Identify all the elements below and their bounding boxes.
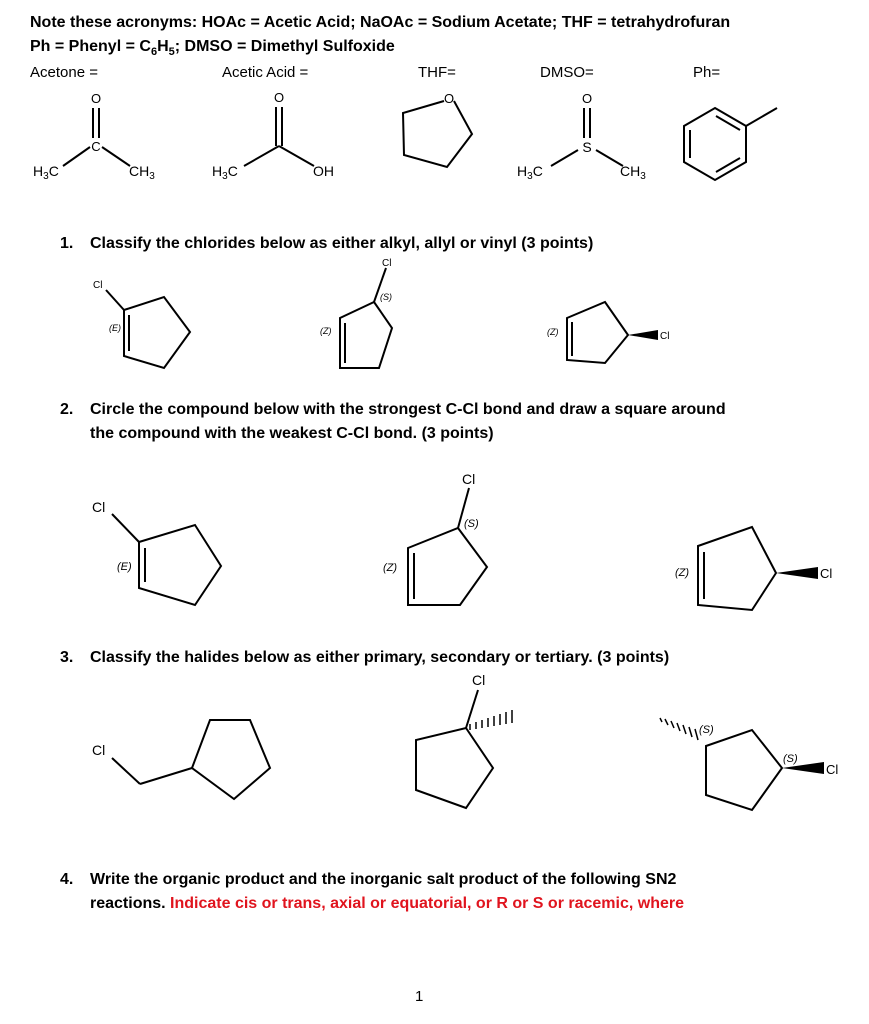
acetone-c-atom: C [91, 139, 101, 154]
acetone-ch3: $CH_3$ [129, 163, 155, 182]
q2-molecule-2 [383, 471, 487, 605]
svg-text:(Z): (Z) [383, 562, 398, 574]
q3-molecule-2 [416, 672, 512, 808]
acetone-structure [33, 91, 155, 182]
acetic-acid-structure [212, 90, 334, 182]
dmso-structure [517, 91, 646, 182]
acetone-label: Acetone = [30, 64, 98, 81]
q2-m1-cl: Cl [92, 499, 106, 515]
q1-m3-cl: Cl [660, 331, 670, 342]
q3-m3-cl: Cl [826, 762, 839, 777]
q1-m1-cl: Cl [93, 280, 103, 291]
q1-m2-cl: Cl [382, 258, 392, 269]
question-2: 2. Circle the compound below with the strongest C-Cl bond and draw a square around the compound with the weakest C-Cl bond. (3 points) [60, 401, 726, 442]
thf-o-atom: O [443, 91, 455, 106]
acetone-h3c: $H_3C$ [33, 163, 59, 182]
acetic-acid-h3c: $H_3C$ [212, 163, 238, 182]
thf-label: THF= [418, 64, 456, 81]
q2-m3-cl: Cl [820, 566, 833, 581]
dmso-s-atom: S [582, 139, 592, 155]
svg-text:(Z): (Z) [675, 567, 690, 579]
svg-text:(S): (S) [380, 292, 392, 302]
q1-molecule-2 [320, 258, 392, 368]
question-3: 3. Classify the halides below as either primary, secondary or tertiary. (3 points) [60, 649, 670, 666]
acetone-o-atom: O [90, 91, 102, 106]
phenyl-structure [684, 108, 777, 180]
ph-label: Ph= [693, 64, 721, 81]
q3-molecule-1 [92, 720, 270, 799]
q1-molecule-3 [547, 302, 669, 363]
acronym-note-line2: Ph = Phenyl = $C_6H_5$; DMSO = Dimethyl Sulfoxide [30, 38, 395, 59]
svg-text:(S): (S) [699, 724, 714, 736]
svg-text:(Z): (Z) [320, 326, 332, 336]
dmso-h3c: $H_3C$ [517, 163, 543, 182]
page-number: 1 [415, 988, 424, 1005]
svg-text:(S): (S) [464, 518, 479, 530]
svg-text:(S): (S) [783, 753, 798, 765]
q2-m2-cl: Cl [462, 471, 476, 487]
q3-m2-cl: Cl [472, 672, 486, 688]
question-4: 4. Write the organic product and the inorganic salt product of the following SN2 reactions. Indicate cis or trans, axial or equatorial, or R or S or racemic, where [60, 871, 684, 912]
thf-structure [403, 91, 472, 167]
svg-text:(E): (E) [109, 323, 121, 333]
acronym-note-line1: Note these acronyms: HOAc = Acetic Acid; NaOAc = Sodium Acetate; THF = tetrahydrofuran [30, 14, 731, 31]
q2-molecule-3 [675, 527, 832, 610]
q3-molecule-3 [660, 718, 838, 810]
question-1: 1. Classify the chlorides below as either alkyl, allyl or vinyl (3 points) [60, 235, 594, 252]
acetic-acid-label: Acetic Acid = [222, 64, 309, 81]
q2-molecule-1 [92, 499, 221, 605]
dmso-o-atom: O [581, 91, 593, 106]
dmso-ch3: $CH_3$ [620, 163, 646, 182]
q1-molecule-1 [93, 280, 190, 368]
dmso-label: DMSO= [540, 64, 594, 81]
svg-text:(Z): (Z) [547, 327, 559, 337]
acetic-acid-oh: OH [313, 163, 334, 179]
q3-m1-cl: Cl [92, 742, 106, 758]
svg-text:(E): (E) [117, 561, 132, 573]
acetic-acid-o-atom: O [273, 90, 285, 105]
